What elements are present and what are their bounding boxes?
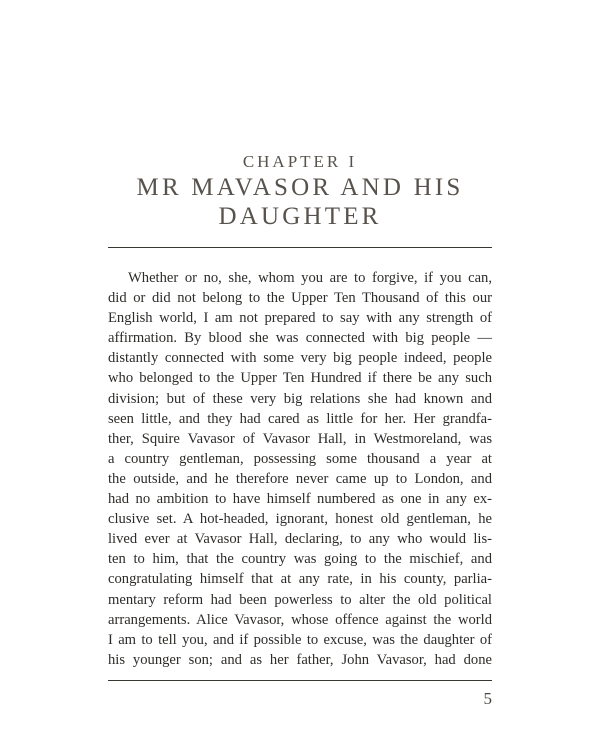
bottom-divider: [108, 680, 492, 681]
body-line: clusive set. A hot-headed, ignorant, honest old gentleman, he: [108, 511, 492, 528]
body-line: mentary reform had been powerless to alter the old political: [108, 591, 492, 608]
body-line: the outside, and he therefore never came up to London, and: [108, 470, 492, 487]
body-line: lived ever at Vavasor Hall, declaring, to any who would lis-: [108, 531, 492, 548]
body-line: ten to him, that the country was going to the mischief, and: [108, 551, 492, 568]
body-line: Whether or no, she, whom you are to forgive, if you can,: [128, 270, 492, 286]
body-line: had no ambition to have himself numbered as one in any ex-: [108, 491, 492, 508]
body-line: ther, Squire Vavasor of Vavasor Hall, in Westmoreland, was: [108, 430, 492, 447]
chapter-body: [108, 268, 492, 670]
chapter-title: MR MAVASOR AND HIS DAUGHTER: [136, 174, 464, 230]
body-line: arrangements. Alice Vavasor, whose offence against the world: [108, 611, 492, 628]
body-line: who belonged to the Upper Ten Hundred if there be any such: [108, 370, 492, 387]
body-line: congratulating himself that at any rate, in his county, parlia-: [108, 571, 492, 588]
body-line: English world, I am not prepared to say with any strength of: [108, 310, 492, 327]
body-line: seen little, and they had cared as little for her. Her grandfa-: [108, 410, 492, 427]
top-divider: [108, 247, 492, 248]
body-line: a country gentleman, possessing some thousand a year at: [108, 450, 492, 467]
page-number: 5: [483, 689, 492, 708]
body-line: distantly connected with some very big people indeed, people: [108, 350, 492, 367]
body-line: affirmation. By blood she was connected with big people —: [108, 330, 492, 347]
body-line: I am to tell you, and if possible to excuse, was the daughter of: [108, 631, 492, 648]
body-line: did or did not belong to the Upper Ten Thousand of this our: [108, 290, 492, 307]
chapter-label: CHAPTER I: [242, 152, 358, 171]
body-line: division; but of these very big relations she had known and: [108, 390, 492, 407]
body-line: his younger son; and as her father, John Vavasor, had done: [108, 651, 492, 668]
